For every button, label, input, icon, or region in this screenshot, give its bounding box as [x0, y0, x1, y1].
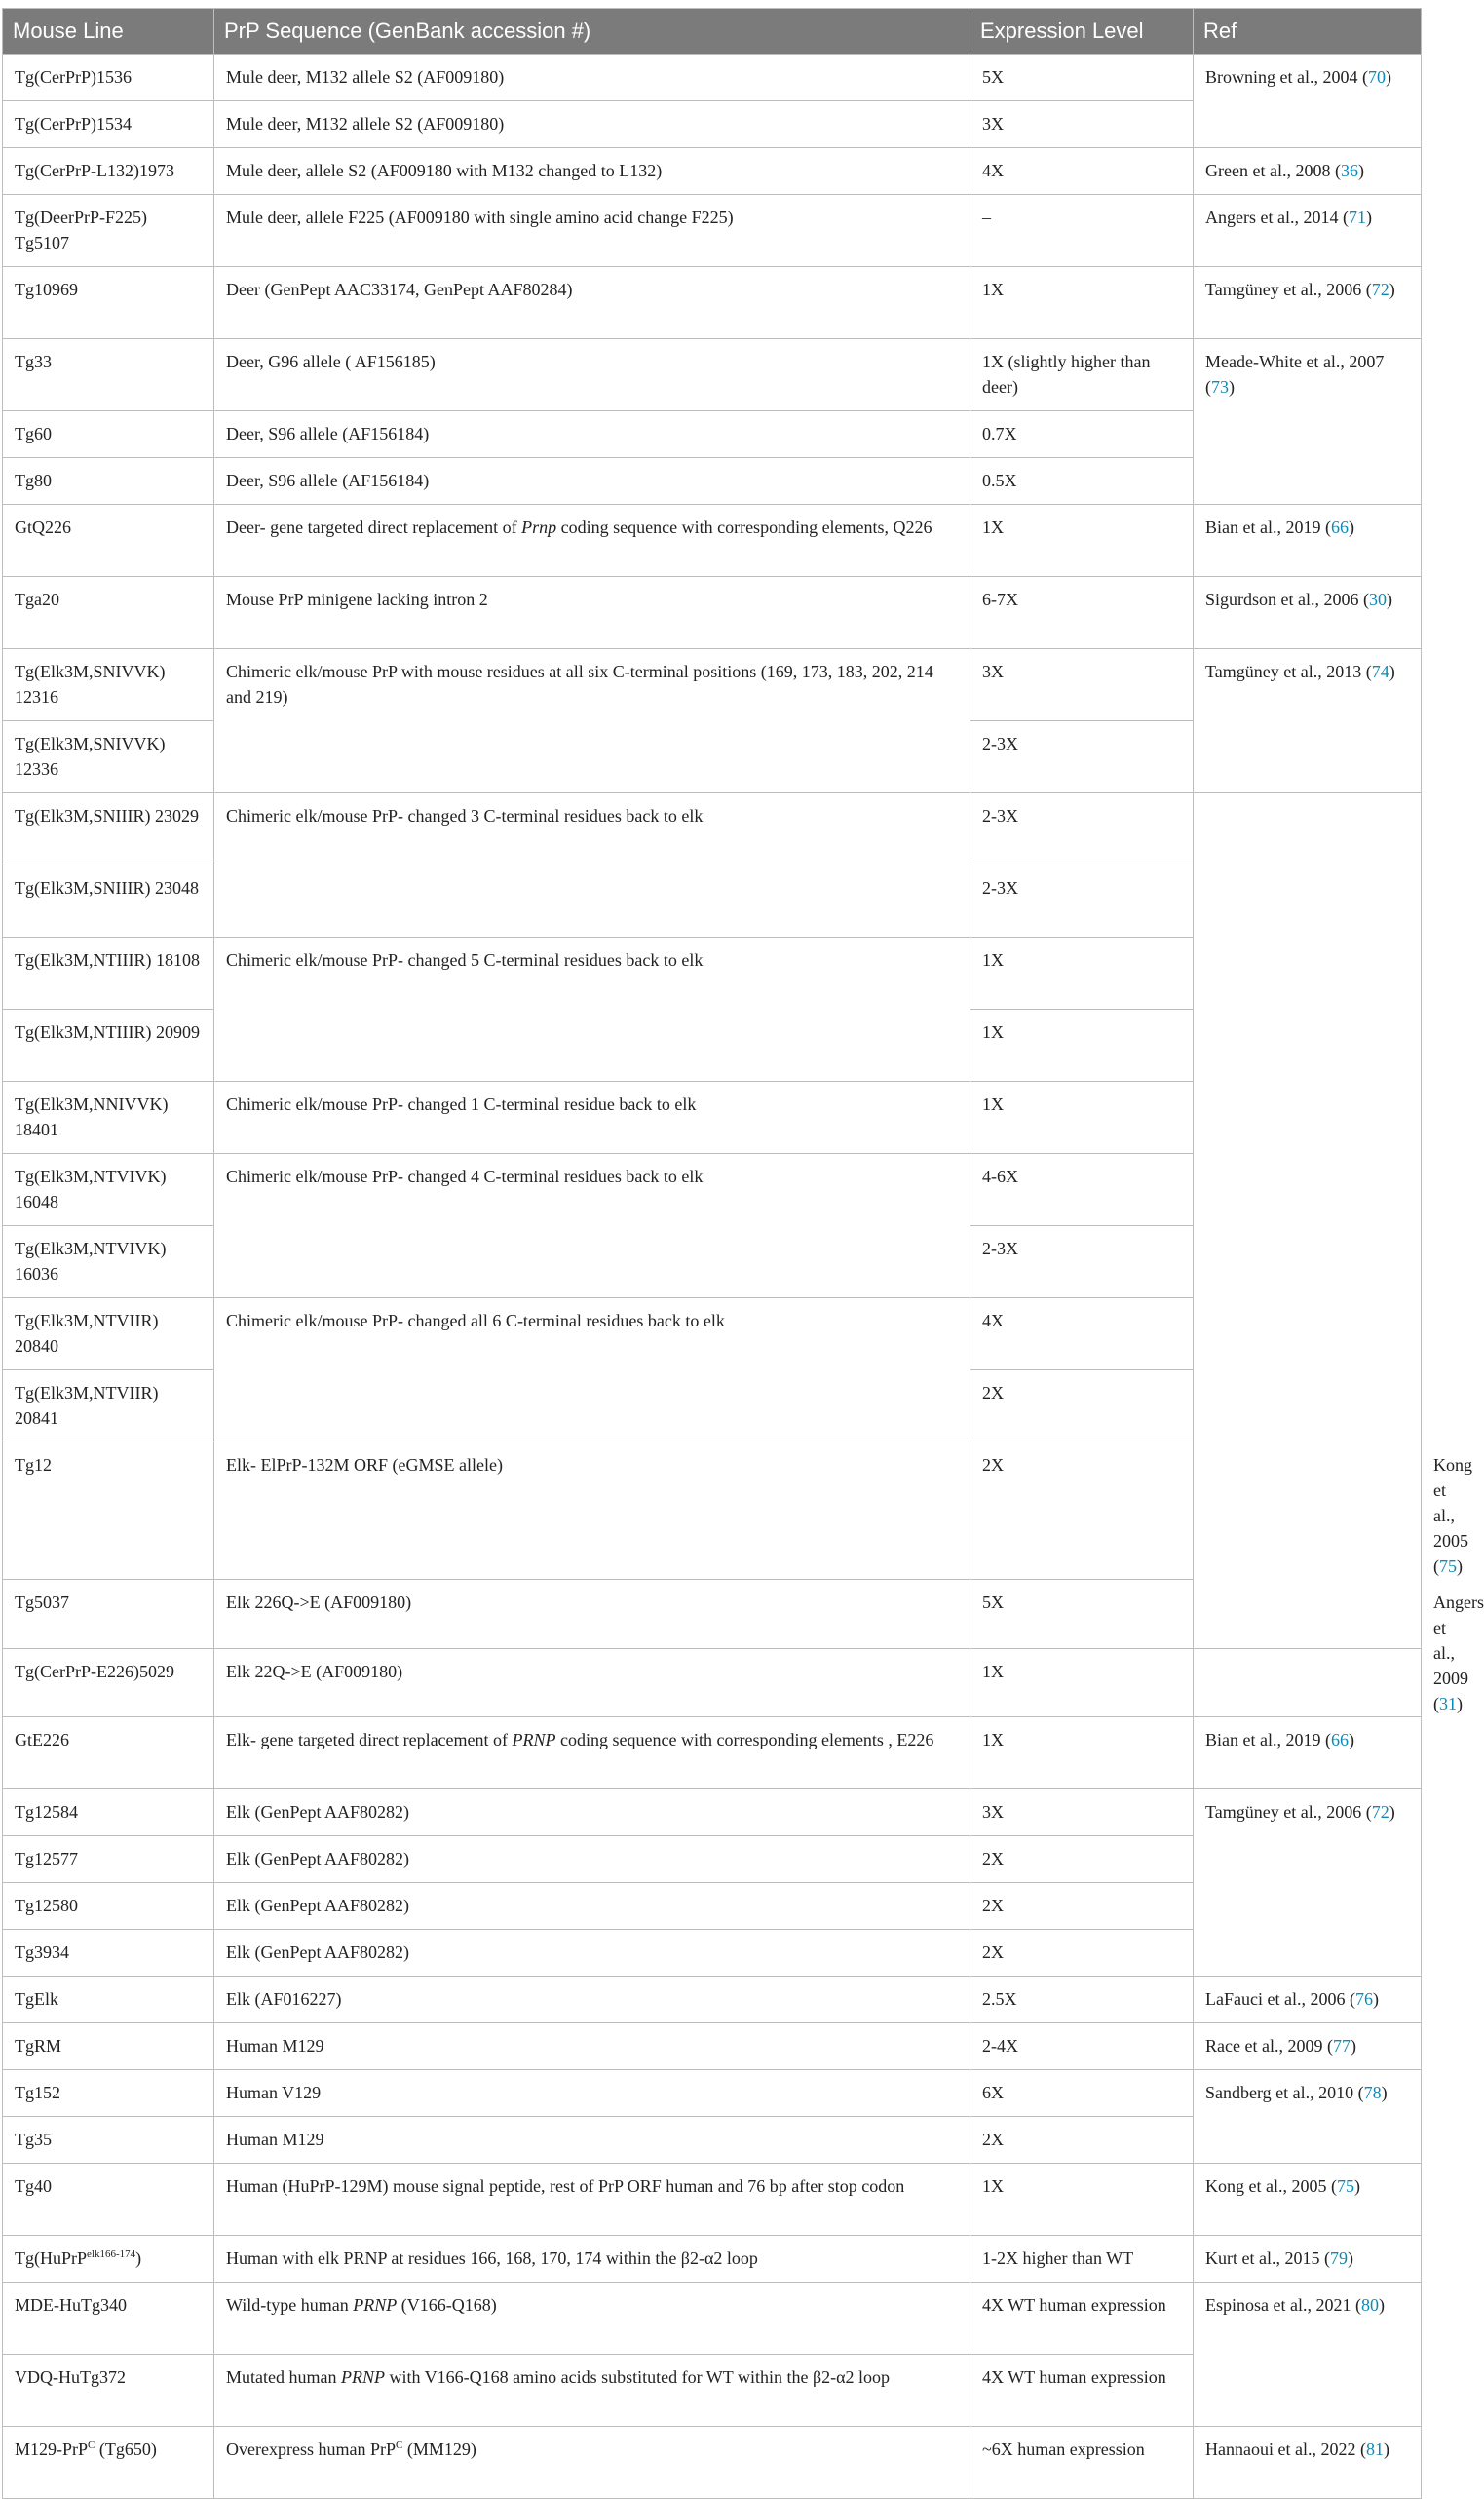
- table-row: [3, 2164, 1422, 2236]
- cell-sequence: Mule deer, allele S2 (AF009180 with M132 changed to L132): [214, 148, 970, 195]
- line-text: (Tg650): [95, 2440, 157, 2459]
- cell-mouse-line: Tg12: [3, 1442, 214, 1580]
- cell-mouse-line: [3, 2236, 214, 2283]
- mouse-lines-table: [2, 8, 1484, 2499]
- ref-link[interactable]: 30: [1369, 590, 1387, 609]
- line-text: ): [135, 2249, 142, 2268]
- cell-ref-empty: [1194, 793, 1422, 1649]
- line-text: Tg(HuPrP: [15, 2249, 88, 2268]
- cell-mouse-line: Tg(Elk3M,NTVIVK) 16036: [3, 1226, 214, 1298]
- cell-mouse-line: Tg35: [3, 2117, 214, 2164]
- line-superscript: C: [88, 2440, 95, 2451]
- table-row: [3, 649, 1422, 721]
- ref-text: Angers et al., 2009: [1433, 1593, 1484, 1688]
- ref-link[interactable]: 74: [1371, 662, 1389, 681]
- cell-expression: ~6X human expression: [970, 2427, 1194, 2499]
- cell-sequence: [214, 2355, 970, 2427]
- seq-superscript: C: [395, 2440, 403, 2451]
- ref-text: Espinosa et al., 2021: [1205, 2295, 1351, 2315]
- table-row: [3, 195, 1422, 267]
- ref-link[interactable]: 77: [1332, 2036, 1351, 2056]
- ref-text: Browning et al., 2004: [1205, 67, 1358, 87]
- seq-text: Elk- gene targeted direct replacement of: [226, 1730, 513, 1749]
- ref-text: Bian et al., 2019: [1205, 1730, 1321, 1749]
- cell-sequence: Elk- ElPrP-132M ORF (eGMSE allele): [214, 1442, 970, 1580]
- ref-link[interactable]: 78: [1363, 2083, 1382, 2102]
- cell-expression: 2-4X: [970, 2023, 1194, 2070]
- cell-sequence: Mouse PrP minigene lacking intron 2: [214, 577, 970, 649]
- cell-ref: Meade-White et al., 2007 (73): [1194, 339, 1422, 505]
- cell-expression: 1X: [970, 1082, 1194, 1154]
- cell-expression: 1X: [970, 2164, 1194, 2236]
- cell-ref: Kong et al., 2005 (75): [1194, 2164, 1422, 2236]
- seq-text: (MM129): [402, 2440, 476, 2459]
- cell-sequence: Deer, G96 allele ( AF156185): [214, 339, 970, 411]
- table-row: [3, 1977, 1422, 2023]
- cell-expression: 2-3X: [970, 865, 1194, 938]
- header-ref: Ref: [1194, 9, 1422, 55]
- cell-expression: 5X: [970, 55, 1194, 101]
- header-prp-sequence: PrP Sequence (GenBank accession #): [214, 9, 970, 55]
- ref-text: Hannaoui et al., 2022: [1205, 2440, 1356, 2459]
- table-row: [3, 2070, 1422, 2117]
- ref-link[interactable]: 75: [1336, 2176, 1354, 2196]
- cell-mouse-line: Tg60: [3, 411, 214, 458]
- cell-sequence: Human M129: [214, 2117, 970, 2164]
- cell-sequence: [214, 2427, 970, 2499]
- cell-expression: 1-2X higher than WT: [970, 2236, 1194, 2283]
- seq-text: coding sequence with corresponding elements, Q226: [556, 518, 932, 537]
- line-superscript: elk166-174: [87, 2249, 136, 2260]
- table-row: [3, 1717, 1422, 1789]
- ref-text: Sigurdson et al., 2006: [1205, 590, 1359, 609]
- cell-sequence: Deer, S96 allele (AF156184): [214, 411, 970, 458]
- ref-link[interactable]: 66: [1330, 518, 1349, 537]
- cell-expression: 1X: [970, 1648, 1194, 1717]
- cell-sequence: Human M129: [214, 2023, 970, 2070]
- cell-expression: 1X: [970, 505, 1194, 577]
- ref-link[interactable]: 72: [1371, 280, 1389, 299]
- cell-mouse-line: TgRM: [3, 2023, 214, 2070]
- seq-text: Wild-type human: [226, 2295, 354, 2315]
- cell-mouse-line: Tga20: [3, 577, 214, 649]
- cell-ref: Kurt et al., 2015 (79): [1194, 2236, 1422, 2283]
- ref-text: Tamgüney et al., 2006: [1205, 280, 1362, 299]
- cell-expression: 4X: [970, 148, 1194, 195]
- cell-expression: 3X: [970, 1789, 1194, 1836]
- cell-sequence: Human with elk PRNP at residues 166, 168, 170, 174 within the β2-α2 loop: [214, 2236, 970, 2283]
- cell-expression: 4X WT human expression: [970, 2355, 1194, 2427]
- cell-ref: Bian et al., 2019 (66): [1194, 505, 1422, 577]
- cell-expression: 2-3X: [970, 1226, 1194, 1298]
- cell-mouse-line: Tg80: [3, 458, 214, 505]
- cell-sequence: Elk (GenPept AAF80282): [214, 1930, 970, 1977]
- cell-sequence: Chimeric elk/mouse PrP- changed 4 C-terminal residues back to elk: [214, 1154, 970, 1298]
- cell-expression: 0.7X: [970, 411, 1194, 458]
- cell-mouse-line: Tg(Elk3M,NTVIVK) 16048: [3, 1154, 214, 1226]
- cell-expression: 4X WT human expression: [970, 2283, 1194, 2355]
- ref-link[interactable]: 79: [1329, 2249, 1348, 2268]
- header-mouse-line: Mouse Line: [3, 9, 214, 55]
- cell-sequence: Mule deer, M132 allele S2 (AF009180): [214, 55, 970, 101]
- ref-text: Kong et al., 2005: [1205, 2176, 1327, 2196]
- cell-sequence: Elk (GenPept AAF80282): [214, 1836, 970, 1883]
- cell-expression: 3X: [970, 649, 1194, 721]
- cell-ref: Hannaoui et al., 2022 (81): [1194, 2427, 1422, 2499]
- cell-expression: 1X: [970, 938, 1194, 1010]
- cell-mouse-line: Tg(Elk3M,NTIIIR) 18108: [3, 938, 214, 1010]
- cell-expression: 2-3X: [970, 793, 1194, 865]
- ref-link[interactable]: 73: [1211, 377, 1229, 397]
- table-row: [3, 339, 1422, 411]
- cell-ref: Browning et al., 2004 (70): [1194, 55, 1422, 148]
- cell-sequence: Elk (AF016227): [214, 1977, 970, 2023]
- cell-expression: 2X: [970, 1370, 1194, 1442]
- ref-link[interactable]: 36: [1340, 161, 1358, 180]
- cell-sequence: Human (HuPrP-129M) mouse signal peptide, rest of PrP ORF human and 76 bp after stop codon: [214, 2164, 970, 2236]
- cell-expression: 2X: [970, 1836, 1194, 1883]
- cell-mouse-line: Tg(Elk3M,NTVIIR) 20841: [3, 1370, 214, 1442]
- cell-expression: 2-3X: [970, 721, 1194, 793]
- cell-sequence: Mule deer, allele F225 (AF009180 with single amino acid change F225): [214, 195, 970, 267]
- seq-gene: PRNP: [512, 1730, 556, 1749]
- cell-expression: 1X (slightly higher than deer): [970, 339, 1194, 411]
- ref-link[interactable]: 76: [1354, 1989, 1373, 2009]
- ref-text: Angers et al., 2014: [1205, 208, 1339, 227]
- ref-link[interactable]: 66: [1330, 1730, 1349, 1749]
- table-header-row: [3, 9, 1422, 55]
- ref-text: Kong et al., 2005: [1433, 1455, 1472, 1551]
- table-row: [3, 577, 1422, 649]
- cell-expression: 1X: [970, 1717, 1194, 1789]
- cell-expression: 6X: [970, 2070, 1194, 2117]
- cell-expression: 2.5X: [970, 1977, 1194, 2023]
- cell-sequence: Chimeric elk/mouse PrP- changed 1 C-terminal residue back to elk: [214, 1082, 970, 1154]
- cell-sequence: Elk (GenPept AAF80282): [214, 1883, 970, 1930]
- seq-text: (V166-Q168): [397, 2295, 497, 2315]
- cell-mouse-line: Tg(Elk3M,SNIVVK) 12316: [3, 649, 214, 721]
- cell-sequence: Elk (GenPept AAF80282): [214, 1789, 970, 1836]
- cell-ref: Tamgüney et al., 2006 (72): [1194, 267, 1422, 339]
- cell-mouse-line: Tg12577: [3, 1836, 214, 1883]
- cell-sequence: Deer (GenPept AAC33174, GenPept AAF80284): [214, 267, 970, 339]
- cell-ref: Tamgüney et al., 2006 (72): [1194, 1789, 1422, 1977]
- cell-sequence: Mule deer, M132 allele S2 (AF009180): [214, 101, 970, 148]
- table-row: [3, 267, 1422, 339]
- cell-expression: 2X: [970, 1883, 1194, 1930]
- ref-link[interactable]: 81: [1365, 2440, 1384, 2459]
- ref-text: Kurt et al., 2015: [1205, 2249, 1320, 2268]
- cell-mouse-line: VDQ-HuTg372: [3, 2355, 214, 2427]
- ref-text: Green et al., 2008: [1205, 161, 1331, 180]
- cell-mouse-line: Tg12584: [3, 1789, 214, 1836]
- cell-mouse-line: Tg10969: [3, 267, 214, 339]
- cell-ref: Green et al., 2008 (36): [1194, 148, 1422, 195]
- cell-mouse-line: GtQ226: [3, 505, 214, 577]
- cell-mouse-line: MDE-HuTg340: [3, 2283, 214, 2355]
- cell-mouse-line: Tg(Elk3M,SNIVVK) 12336: [3, 721, 214, 793]
- cell-ref: Angers et al., 2014 (71): [1194, 195, 1422, 267]
- table-row: [3, 505, 1422, 577]
- ref-link[interactable]: 80: [1360, 2295, 1379, 2315]
- cell-mouse-line: [3, 2427, 214, 2499]
- table-row: Tg5037 Elk 226Q->E (AF009180) 5X Angers et al., 2009 (31): [3, 1580, 1422, 1649]
- cell-ref: Sigurdson et al., 2006 (30): [1194, 577, 1422, 649]
- cell-expression: 3X: [970, 101, 1194, 148]
- table-row: [3, 2023, 1422, 2070]
- table-row: [3, 2283, 1422, 2355]
- cell-expression: 4X: [970, 1298, 1194, 1370]
- cell-expression: 4-6X: [970, 1154, 1194, 1226]
- cell-expression: 2X: [970, 2117, 1194, 2164]
- table-row: [3, 2236, 1422, 2283]
- cell-sequence: Elk 226Q->E (AF009180): [214, 1580, 970, 1649]
- cell-mouse-line: Tg33: [3, 339, 214, 411]
- table-row: [3, 1648, 1422, 1717]
- ref-text: Tamgüney et al., 2013: [1205, 662, 1362, 681]
- cell-mouse-line: Tg(DeerPrP-F225) Tg5107: [3, 195, 214, 267]
- cell-mouse-line: Tg(CerPrP-E226)5029: [3, 1648, 214, 1717]
- table-row: [3, 55, 1422, 101]
- cell-mouse-line: TgElk: [3, 1977, 214, 2023]
- table-row: [3, 2427, 1422, 2499]
- cell-sequence: Chimeric elk/mouse PrP- changed 3 C-terminal residues back to elk: [214, 793, 970, 938]
- cell-sequence: Human V129: [214, 2070, 970, 2117]
- cell-expression: 0.5X: [970, 458, 1194, 505]
- cell-mouse-line: Tg3934: [3, 1930, 214, 1977]
- cell-sequence: Deer, S96 allele (AF156184): [214, 458, 970, 505]
- cell-expression: –: [970, 195, 1194, 267]
- cell-expression: 2X: [970, 1930, 1194, 1977]
- cell-ref: Sandberg et al., 2010 (78): [1194, 2070, 1422, 2164]
- table-row: [3, 1789, 1422, 1836]
- cell-sequence: [214, 505, 970, 577]
- cell-ref: Bian et al., 2019 (66): [1194, 1717, 1422, 1789]
- cell-expression: 5X: [970, 1580, 1194, 1649]
- cell-expression: 1X: [970, 267, 1194, 339]
- seq-gene: PRNP: [340, 2367, 385, 2387]
- seq-text: coding sequence with corresponding elements , E226: [555, 1730, 934, 1749]
- ref-link[interactable]: 75: [1439, 1557, 1457, 1576]
- cell-expression: 1X: [970, 1010, 1194, 1082]
- ref-link[interactable]: 70: [1367, 67, 1386, 87]
- cell-expression: 6-7X: [970, 577, 1194, 649]
- cell-ref: Race et al., 2009 (77): [1194, 2023, 1422, 2070]
- seq-text: Mutated human: [226, 2367, 341, 2387]
- cell-mouse-line: Tg(CerPrP)1534: [3, 101, 214, 148]
- ref-text: Race et al., 2009: [1205, 2036, 1323, 2056]
- cell-sequence: Chimeric elk/mouse PrP- changed all 6 C-terminal residues back to elk: [214, 1298, 970, 1442]
- cell-ref: LaFauci et al., 2006 (76): [1194, 1977, 1422, 2023]
- cell-sequence: Chimeric elk/mouse PrP with mouse residues at all six C-terminal positions (169, 173, 183, 202, 214 and 219): [214, 649, 970, 793]
- cell-mouse-line: Tg5037: [3, 1580, 214, 1649]
- cell-mouse-line: Tg(Elk3M,NTVIIR) 20840: [3, 1298, 214, 1370]
- cell-sequence: Elk 22Q->E (AF009180): [214, 1648, 970, 1717]
- cell-expression: 2X: [970, 1442, 1194, 1580]
- cell-sequence: Chimeric elk/mouse PrP- changed 5 C-terminal residues back to elk: [214, 938, 970, 1082]
- seq-text: Overexpress human PrP: [226, 2440, 396, 2459]
- cell-mouse-line: Tg40: [3, 2164, 214, 2236]
- seq-text: Deer- gene targeted direct replacement of: [226, 518, 522, 537]
- cell-mouse-line: Tg152: [3, 2070, 214, 2117]
- cell-sequence: [214, 2283, 970, 2355]
- ref-link[interactable]: 31: [1439, 1694, 1457, 1713]
- header-expression-level: Expression Level: [970, 9, 1194, 55]
- cell-mouse-line: GtE226: [3, 1717, 214, 1789]
- table-row: [3, 148, 1422, 195]
- cell-mouse-line: Tg(Elk3M,SNIIIR) 23029: [3, 793, 214, 865]
- table-row: Tg12 Elk- ElPrP-132M ORF (eGMSE allele) 2X Kong et al., 2005 (75): [3, 1442, 1422, 1580]
- line-text: M129-PrP: [15, 2440, 89, 2459]
- ref-text: Tamgüney et al., 2006: [1205, 1802, 1362, 1822]
- ref-text: Sandberg et al., 2010: [1205, 2083, 1354, 2102]
- ref-link[interactable]: 72: [1371, 1802, 1389, 1822]
- ref-text: Meade-White et al., 2007: [1205, 352, 1385, 371]
- ref-text: Bian et al., 2019: [1205, 518, 1321, 537]
- cell-mouse-line: Tg12580: [3, 1883, 214, 1930]
- cell-mouse-line: Tg(CerPrP)1536: [3, 55, 214, 101]
- cell-mouse-line: Tg(Elk3M,SNIIIR) 23048: [3, 865, 214, 938]
- seq-gene: PRNP: [353, 2295, 398, 2315]
- cell-mouse-line: Tg(Elk3M,NTIIIR) 20909: [3, 1010, 214, 1082]
- seq-gene: Prnp: [521, 518, 557, 537]
- cell-mouse-line: Tg(CerPrP-L132)1973: [3, 148, 214, 195]
- ref-text: LaFauci et al., 2006: [1205, 1989, 1346, 2009]
- ref-link[interactable]: 71: [1348, 208, 1366, 227]
- cell-mouse-line: Tg(Elk3M,NNIVVK) 18401: [3, 1082, 214, 1154]
- cell-ref: Espinosa et al., 2021 (80): [1194, 2283, 1422, 2427]
- seq-text: with V166-Q168 amino acids substituted for WT within the β2-α2 loop: [384, 2367, 891, 2387]
- cell-ref: Tamgüney et al., 2013 (74): [1194, 649, 1422, 793]
- table-row: [3, 793, 1422, 865]
- cell-sequence: [214, 1717, 970, 1789]
